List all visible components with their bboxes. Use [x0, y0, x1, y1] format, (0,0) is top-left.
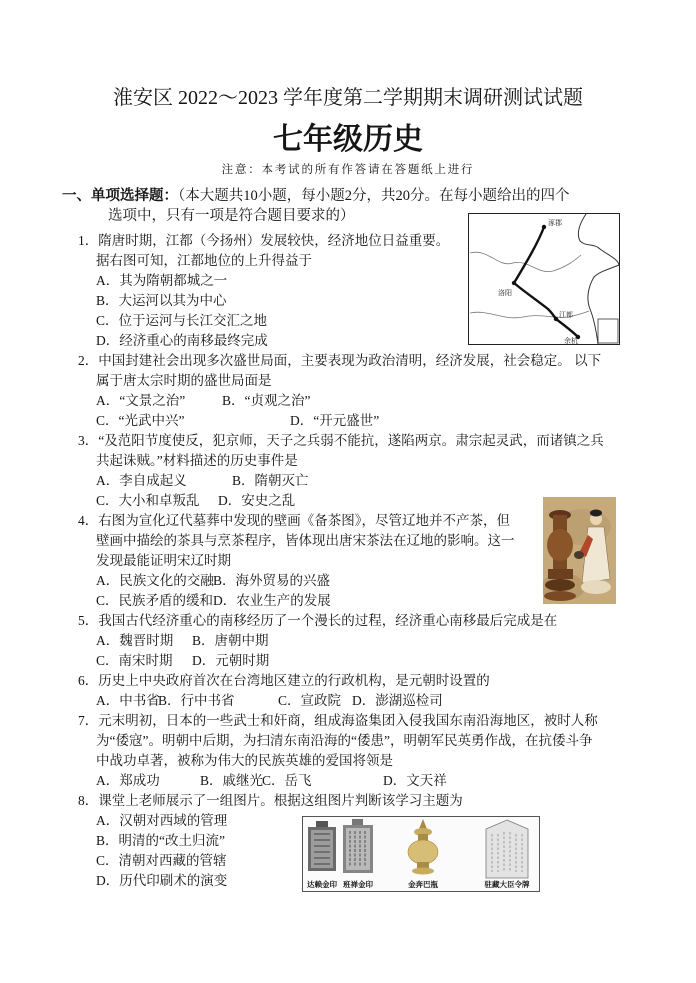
section-header-line-1: [62, 186, 570, 206]
figure-caption: 达赖金印: [307, 880, 337, 889]
map-frame: [469, 214, 620, 345]
question-stem-line: 据右图可知，江都地位的上升得益于: [96, 253, 312, 268]
question-stem-line: [0, 611, 696, 631]
option-b: B．“贞观之治”: [222, 393, 311, 408]
tea-kettle: [574, 551, 584, 559]
map-label: 江都: [559, 311, 573, 319]
question-stem-line: 为“倭寇”。明朝中后期，为扫清东南沿海的“倭患”，明朝军民英勇作战，在抗倭斗争: [96, 733, 593, 748]
figure-knees: [581, 580, 611, 594]
option-b: B．戚继光: [200, 773, 264, 788]
golden-urn: [408, 840, 438, 864]
question-text: 课堂上老师展示了一组图片。根据这组图片判断该学习主题为: [98, 793, 463, 808]
question-stem-line: [0, 711, 696, 731]
question-stem-line: [0, 351, 696, 371]
question-number: 2．: [78, 353, 99, 368]
question-stem-line: [0, 791, 696, 811]
tea-preparation-mural: [543, 497, 616, 604]
question-text: “及范阳节度使反，犯京师，天子之兵弱不能抗，遂陷两京。肃宗起灵武，而诸镇之兵: [98, 433, 604, 448]
option-d: D．历代印刷术的演变: [96, 873, 228, 888]
city-marker: [554, 317, 558, 321]
question-text: 历史上中央政府首次在台湾地区建立的行政机构，是元朝时设置的: [98, 673, 490, 688]
question-stem-line: 发现最能证明宋辽时期: [96, 553, 231, 568]
option-a: A．魏晋时期: [96, 633, 174, 648]
option-b: B．明清的“改土归流”: [96, 833, 225, 848]
option-a: A．其为隋朝都城之一: [96, 273, 228, 288]
option-c: C．清朝对西藏的管辖: [96, 853, 227, 868]
question-stem-line: [0, 431, 696, 451]
option-c: C．民族矛盾的缓和: [96, 593, 214, 608]
option-d: D．农业生产的发展: [213, 593, 331, 608]
option-row: [0, 391, 696, 411]
option-c: C．岳飞: [262, 773, 312, 788]
question-text: 元末明初，日本的一些武士和奸商，组成海盗集团入侵我国东南沿海地区，被时人称: [98, 713, 598, 728]
urn-foot: [417, 862, 429, 868]
option-d: D．元朝时期: [192, 653, 270, 668]
option-row: [0, 771, 696, 791]
option-d: D．安史之乱: [218, 493, 296, 508]
question-text: 我国古代经济重心的南移经历了一个漫长的过程，经济重心南移最后完成是在: [98, 613, 558, 628]
figure-hair: [590, 510, 602, 517]
tea-stand-base: [545, 579, 575, 591]
question-number: 7．: [78, 713, 99, 728]
option-a: A．中书省: [96, 693, 160, 708]
question-text: 中国封建社会出现多次盛世局面，主要表现为政治清明，经济发展，社会稳定。 以下: [98, 353, 602, 368]
option-b: B．隋朝灭亡: [232, 473, 309, 488]
question-stem-line: [0, 671, 696, 691]
city-marker: [542, 225, 546, 229]
question-number: 1．: [78, 233, 99, 248]
option-b: B．大运河以其为中心: [96, 293, 227, 308]
question-number: 4．: [78, 513, 99, 528]
question-6: [0, 671, 696, 711]
figure-caption: 金奔巴瓶: [408, 880, 438, 889]
map-label: 涿郡: [548, 219, 562, 227]
tea-stand-foot: [544, 591, 576, 601]
option-b: B．唐朝中期: [192, 633, 269, 648]
seal-knob: [352, 819, 363, 825]
option-row: [0, 651, 696, 671]
option-c: C．宣政院: [278, 693, 342, 708]
question-number: 8．: [78, 793, 99, 808]
map-label: 洛阳: [498, 289, 512, 297]
option-c: C．大小和卓叛乱: [96, 493, 200, 508]
tea-stand-ring: [548, 569, 573, 579]
question-2: [0, 351, 696, 431]
map-label: 余杭: [564, 337, 578, 345]
option-row: [0, 411, 696, 431]
option-a: A．“文景之治”: [96, 393, 186, 408]
question-number: 5．: [78, 613, 99, 628]
question-stem-line: 共起诛贼。”材料描述的历史事件是: [96, 453, 298, 468]
section-instruction: （本大题共10小题，每小题2分，共20分。在每小题给出的四个: [178, 188, 570, 204]
seal-face: [311, 830, 333, 868]
option-c: C．位于运河与长江交汇之地: [96, 313, 268, 328]
tibet-relics-figure: [302, 816, 540, 892]
option-c: C．南宋时期: [96, 653, 173, 668]
urn-base: [412, 868, 434, 875]
grand-canal-map: [468, 213, 620, 345]
option-d: D．文天祥: [383, 773, 447, 788]
option-a: A．民族文化的交融: [96, 573, 214, 588]
option-b: B．海外贸易的兴盛: [213, 573, 331, 588]
city-marker: [512, 281, 516, 285]
option-row: [0, 691, 696, 711]
question-number: 6．: [78, 673, 99, 688]
question-stem-line: 属于唐太宗时期的盛世局面是: [96, 373, 272, 388]
figure-caption: 驻藏大臣令牌: [484, 880, 530, 889]
option-a: A．郑成功: [96, 773, 160, 788]
question-stem-line: 中战功卓著，被称为伟大的民族英雄的爱国将领是: [96, 753, 393, 768]
question-text: 右图为宣化辽代墓葬中发现的壁画《备茶图》，尽管辽地并不产茶，但: [98, 513, 510, 528]
tea-stand-bulge: [547, 529, 573, 561]
notice-text: 注意：本考试的所有作答请在答题纸上进行: [221, 164, 475, 176]
question-stem-line: 壁画中描绘的茶具与烹茶程序，皆体现出唐宋茶法在辽地的影响。这一: [96, 533, 515, 548]
option-d: D．经济重心的南移最终完成: [96, 333, 268, 348]
option-row: [0, 631, 696, 651]
question-number: 3．: [78, 433, 99, 448]
section-label: 一、单项选择题：: [62, 188, 178, 204]
option-a: A．汉朝对西域的管理: [96, 813, 228, 828]
seal-knob: [316, 821, 328, 827]
question-5: [0, 611, 696, 671]
option-a: A．李自成起义: [96, 473, 187, 488]
question-text: 隋唐时期，江都（今扬州）发展较快，经济地位日益重要。: [98, 233, 450, 248]
option-c: C．“光武中兴”: [96, 413, 185, 428]
subject-title: 七年级历史: [273, 123, 423, 156]
option-b: B．行中书省: [158, 693, 235, 708]
exam-title: 淮安区 2022～2023 学年度第二学期期末调研测试试题: [113, 87, 583, 109]
option-row: [0, 471, 696, 491]
section-instruction-continued: 选项中，只有一项是符合题目要求的）: [108, 208, 355, 224]
figure-caption: 班禅金印: [343, 880, 373, 889]
option-d: D．“开元盛世”: [290, 413, 380, 428]
question-7: [0, 711, 696, 791]
option-d: D．澎湖巡检司: [352, 693, 443, 708]
